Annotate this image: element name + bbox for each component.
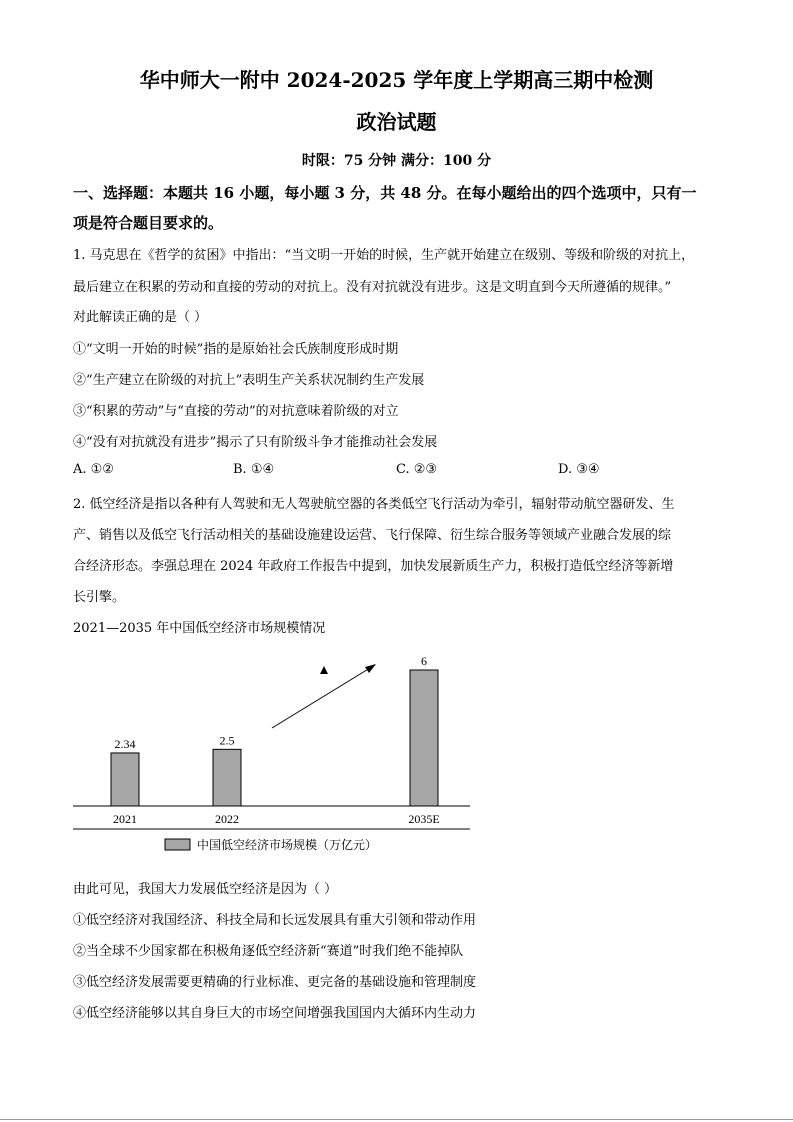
q2-statement: ③低空经济发展需要更精确的行业标准、更完备的基础设施和管理制度 xyxy=(73,975,477,990)
trend-arrow-line xyxy=(272,668,370,728)
bar-value-label: 6 xyxy=(421,654,427,668)
q2-statement: ①低空经济对我国经济、科技全局和长远发展具有重大引领和带动作用 xyxy=(73,913,477,928)
trend-triangle-marker xyxy=(320,666,328,674)
bar-2035E xyxy=(410,670,438,806)
legend-swatch xyxy=(165,839,190,850)
section-heading-line2: 项是符合题目要求的。 xyxy=(73,214,224,232)
subject-title: 政治试题 xyxy=(356,110,437,134)
q2-stem-line: 长引擎。 xyxy=(73,590,126,605)
page-bottom-rule xyxy=(0,1119,793,1120)
trend-arrow-head xyxy=(365,664,376,673)
section-heading-line1: 一、选择题：本题共 16 小题，每小题 3 分，共 48 分。在每小题给出的四个选项中，只有一 xyxy=(73,184,697,202)
q2-stem-line: 2. 低空经济是指以各种有人驾驶和无人驾驶航空器的各类低空飞行活动为牵引，辐射带动航空器研发、生 xyxy=(73,497,675,512)
x-tick-label: 2021 xyxy=(113,812,137,826)
q2-statement: ②当全球不少国家都在积极角逐低空经济新“赛道”时我们绝不能掉队 xyxy=(73,944,464,959)
q1-stem-line: 最后建立在积累的劳动和直接的劳动的对抗上。没有对抗就没有进步。这是文明直到今天所遵循的规律。” xyxy=(73,280,672,295)
q2-statement: ④低空经济能够以其自身巨大的市场空间增强我国国内大循环内生动力 xyxy=(73,1006,477,1021)
legend-label: 中国低空经济市场规模（万亿元） xyxy=(197,838,378,852)
q1-option-a: A. ①② xyxy=(73,462,114,477)
q1-statement: ①“文明一开始的时候”指的是原始社会氏族制度形成时期 xyxy=(73,342,399,357)
q1-stem-line: 1. 马克思在《哲学的贫困》中指出：“当文明一开始的时候，生产就开始建立在级别、等级和阶级的对抗上， xyxy=(73,248,695,263)
q1-statement: ③“积累的劳动”与“直接的劳动”的对抗意味着阶级的对立 xyxy=(73,404,399,419)
q2-question: 由此可见，我国大力发展低空经济是因为（ ） xyxy=(73,882,338,897)
q1-statement: ②“生产建立在阶级的对抗上”表明生产关系状况制约生产发展 xyxy=(73,373,425,388)
q2-stem-line: 产、销售以及低空飞行活动相关的基础设施建设运营、飞行保障、衍生综合服务等领域产业融合发展的综 xyxy=(73,528,672,543)
q1-stem-line: 对此解读正确的是（ ） xyxy=(73,310,208,325)
time-score: 时限：75 分钟 满分：100 分 xyxy=(301,153,492,169)
chart-caption: 2021—2035 年中国低空经济市场规模情况 xyxy=(73,621,326,636)
q1-option-c: C. ②③ xyxy=(396,462,438,477)
x-tick-label: 2035E xyxy=(408,812,440,826)
q2-stem-line: 合经济形态。李强总理在 2024 年政府工作报告中提到，加快发展新质生产力，积极打造低空经济等新增 xyxy=(73,559,674,574)
q1-statement: ④“没有对抗就没有进步”揭示了只有阶级斗争才能推动社会发展 xyxy=(73,435,438,450)
bar-value-label: 2.5 xyxy=(219,733,235,748)
q1-option-d: D. ③④ xyxy=(558,462,600,477)
x-tick-label: 2022 xyxy=(215,812,239,826)
bar-value-label: 2.34 xyxy=(114,736,136,751)
market-size-chart xyxy=(0,640,793,860)
bar-2022 xyxy=(213,749,241,806)
q1-option-b: B. ①④ xyxy=(233,462,275,477)
bar-2021 xyxy=(111,753,139,806)
exam-title: 华中师大一附中 2024-2025 学年度上学期高三期中检测 xyxy=(139,68,654,92)
